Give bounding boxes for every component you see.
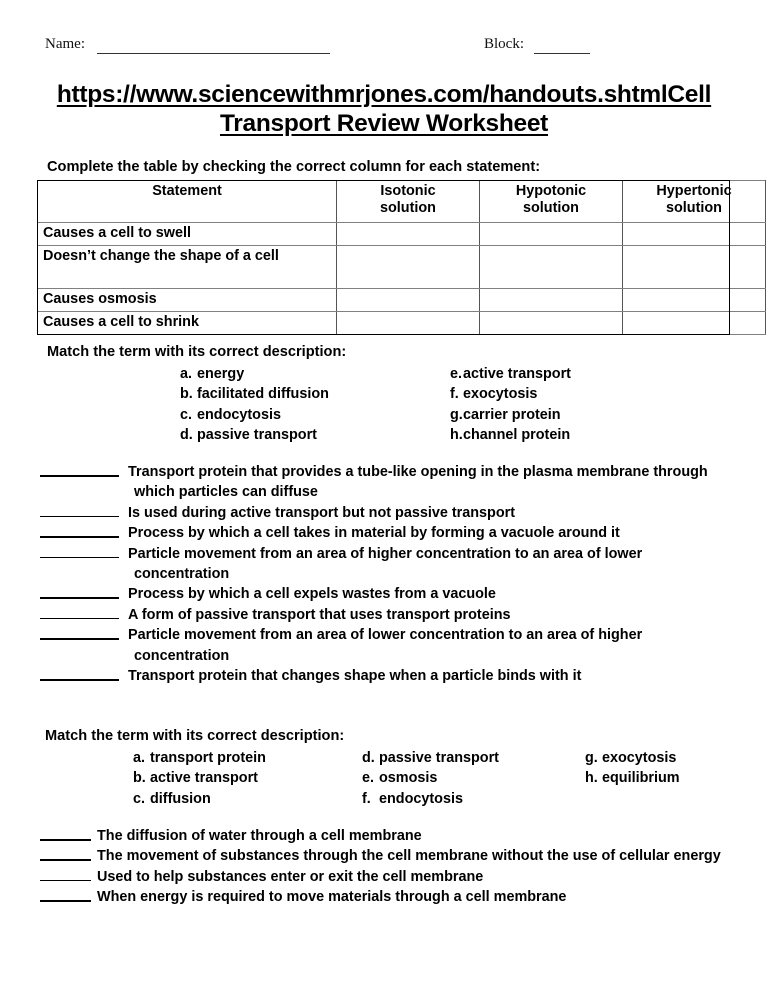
name-blank-line[interactable]: [97, 53, 330, 54]
tonicity-table-wrapper: [37, 180, 730, 335]
option-item: [585, 748, 680, 768]
table-header-row: [38, 181, 766, 223]
table-cell-isotonic[interactable]: [337, 312, 480, 335]
option-term: endocytosis: [379, 790, 463, 807]
question-text: Transport protein that provides a tube-like opening in the plasma membrane through which particles can diffuse: [128, 464, 708, 501]
question-item: [40, 605, 740, 625]
question-text: Is used during active transport but not passive transport: [128, 504, 516, 521]
table-row: [38, 246, 766, 289]
column-header-hypertonic-line1: Hypertonic: [656, 183, 732, 199]
table-cell-isotonic[interactable]: [337, 246, 480, 289]
tonicity-table: [37, 180, 766, 335]
option-term: exocytosis: [463, 386, 538, 403]
match-two-options-column-b: [362, 748, 499, 809]
question-item: [40, 462, 740, 503]
option-letter: d.: [180, 427, 193, 444]
question-text: Process by which a cell takes in material by forming a vacuole around it: [128, 525, 620, 542]
column-header-statement-line1: Statement: [152, 183, 222, 199]
column-header-hypotonic: [480, 181, 623, 223]
option-term: passive transport: [379, 750, 499, 766]
option-letter: a.: [133, 750, 146, 766]
match-two-options-column-c: [585, 748, 680, 789]
question-text: Used to help substances enter or exit the cell membrane: [97, 868, 484, 885]
option-letter: h.: [450, 427, 463, 444]
option-letter: c.: [180, 406, 193, 423]
table-cell-statement: Causes osmosis: [38, 289, 337, 312]
option-letter: e.: [450, 366, 463, 382]
column-header-statement: [38, 181, 337, 223]
question-item: [40, 503, 740, 523]
table-cell-hypotonic[interactable]: [480, 312, 623, 335]
option-item: [362, 789, 499, 809]
answer-blank[interactable]: [40, 839, 91, 841]
column-header-hypotonic-line2: solution: [523, 200, 579, 216]
answer-blank[interactable]: [40, 880, 91, 882]
option-term: active transport: [150, 770, 258, 787]
match-two-instructions: Match the term with its correct description:: [45, 728, 345, 744]
table-cell-isotonic[interactable]: [337, 223, 480, 246]
match-one-options-column-b: [450, 364, 571, 446]
question-item: [40, 544, 740, 585]
question-text: The diffusion of water through a cell membrane: [97, 828, 422, 844]
question-text: Particle movement from an area of lower concentration to an area of higher concentration: [128, 627, 643, 664]
question-item: [40, 826, 745, 846]
option-item: [450, 425, 571, 445]
option-term: equilibrium: [602, 770, 680, 787]
option-letter: b.: [133, 770, 146, 787]
match-two-question-list: [40, 826, 745, 908]
option-term: diffusion: [150, 790, 211, 807]
name-label: Name:: [45, 36, 85, 52]
option-term: endocytosis: [197, 406, 281, 423]
option-term: energy: [197, 366, 245, 382]
option-term: transport protein: [150, 750, 266, 766]
option-letter: b.: [180, 386, 193, 403]
option-item: [362, 768, 499, 788]
column-header-hypertonic: [623, 181, 766, 223]
table-row: [38, 223, 766, 246]
block-label: Block:: [484, 36, 524, 52]
table-row: [38, 312, 766, 335]
question-item: [40, 523, 740, 543]
answer-blank[interactable]: [40, 618, 119, 620]
student-info-line: [0, 36, 768, 60]
option-item: [450, 405, 571, 425]
option-term: exocytosis: [602, 750, 677, 766]
option-term: carrier protein: [463, 406, 561, 423]
table-instructions: Complete the table by checking the correct column for each statement:: [47, 159, 541, 175]
answer-blank[interactable]: [40, 516, 119, 518]
option-item: [133, 789, 266, 809]
question-text: Particle movement from an area of higher concentration to an area of lower concentration: [128, 545, 643, 583]
answer-blank[interactable]: [40, 557, 119, 559]
answer-blank[interactable]: [40, 859, 91, 861]
column-header-isotonic-line1: Isotonic: [380, 183, 436, 199]
answer-blank[interactable]: [40, 638, 119, 640]
question-text: When energy is required to move materials through a cell membrane: [97, 889, 567, 906]
table-cell-statement: Causes a cell to shrink: [38, 312, 337, 335]
table-cell-hypertonic[interactable]: [623, 246, 766, 289]
option-item: [180, 364, 329, 384]
option-item: [180, 425, 329, 445]
option-letter: f.: [450, 386, 459, 403]
option-term: osmosis: [379, 770, 438, 787]
option-term: channel protein: [463, 427, 571, 444]
match-one-question-list: [40, 462, 740, 686]
match-two-options-column-a: [133, 748, 266, 809]
option-item: [133, 748, 266, 768]
answer-blank[interactable]: [40, 679, 119, 681]
option-item: [450, 364, 571, 384]
option-item: [180, 384, 329, 404]
option-item: [133, 768, 266, 788]
option-term: facilitated diffusion: [197, 386, 329, 403]
page-title: https://www.sciencewithmrjones.com/handouts.shtmlCell Transport Review Worksheet: [56, 81, 712, 137]
question-item: [40, 887, 745, 907]
column-header-hypotonic-line1: Hypotonic: [515, 183, 587, 199]
match-one-options-column-a: [180, 364, 329, 446]
match-one-instructions: Match the term with its correct description:: [47, 344, 347, 360]
answer-blank[interactable]: [40, 475, 119, 477]
option-letter: f.: [362, 790, 371, 807]
question-item: [40, 846, 745, 866]
table-cell-hypotonic[interactable]: [480, 289, 623, 312]
block-blank-line[interactable]: [534, 53, 590, 54]
answer-blank[interactable]: [40, 536, 119, 538]
table-cell-statement: Doesn’t change the shape of a cell: [38, 246, 337, 289]
column-header-isotonic-line2: solution: [380, 200, 436, 216]
question-item: [40, 625, 740, 666]
option-letter: a.: [180, 366, 193, 382]
option-letter: h.: [585, 770, 598, 787]
table-cell-hypotonic[interactable]: [480, 223, 623, 246]
option-term: passive transport: [197, 427, 317, 444]
table-cell-hypertonic[interactable]: [623, 312, 766, 335]
question-text: The movement of substances through the cell membrane without the use of cellular energy: [97, 848, 721, 865]
table-cell-hypertonic[interactable]: [623, 289, 766, 312]
table-cell-hypertonic[interactable]: [623, 223, 766, 246]
question-item: [40, 867, 745, 887]
option-item: [180, 405, 329, 425]
table-cell-hypotonic[interactable]: [480, 246, 623, 289]
table-cell-statement: Causes a cell to swell: [38, 223, 337, 246]
option-term: active transport: [463, 366, 571, 382]
table-cell-isotonic[interactable]: [337, 289, 480, 312]
option-item: [450, 384, 571, 404]
column-header-isotonic: [337, 181, 480, 223]
option-item: [585, 768, 680, 788]
question-text: Transport protein that changes shape when a particle binds with it: [128, 668, 582, 685]
answer-blank[interactable]: [40, 900, 91, 902]
question-text: A form of passive transport that uses transport proteins: [128, 606, 511, 623]
table-row: [38, 289, 766, 312]
option-letter: d.: [362, 750, 375, 766]
option-letter: c.: [133, 790, 146, 807]
option-item: [362, 748, 499, 768]
option-letter: g.: [585, 750, 598, 766]
option-letter: e.: [362, 770, 375, 787]
question-text: Process by which a cell expels wastes from a vacuole: [128, 586, 496, 603]
column-header-hypertonic-line2: solution: [666, 200, 722, 216]
question-item: [40, 666, 740, 686]
question-item: [40, 584, 740, 604]
option-letter: g.: [450, 406, 463, 423]
answer-blank[interactable]: [40, 597, 119, 599]
